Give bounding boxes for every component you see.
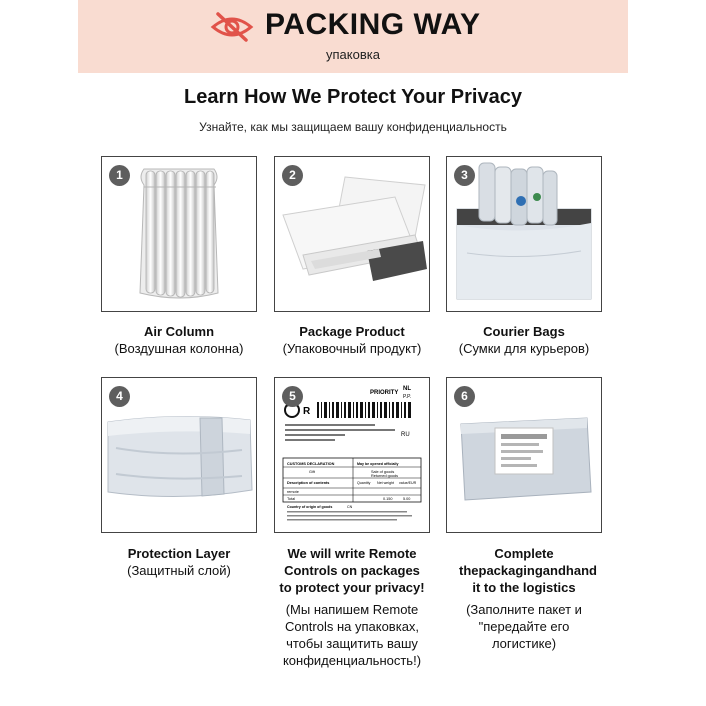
page-title: Learn How We Protect Your Privacy <box>184 86 522 108</box>
step-title-ru: (Сумки для курьеров) <box>458 341 590 356</box>
label-ru: RU <box>401 432 410 438</box>
step-title-ru: (Защитный слой) <box>127 563 231 578</box>
label-gift: Gift <box>309 470 315 474</box>
eye-slash-icon <box>210 10 254 44</box>
step-card-3 <box>446 156 602 312</box>
step-number-badge: 2 <box>282 165 303 186</box>
step-title-ru: (Заполните пакет и "передайте его логистике) <box>466 602 582 651</box>
label-country: Country of origin of goods <box>287 505 333 509</box>
step-card-6 <box>446 377 602 533</box>
label-description: Description of contents <box>287 481 330 485</box>
brand-subtitle: упаковка <box>326 47 380 62</box>
page-subtitle: Узнайте, как мы защищаем вашу конфиденциальность <box>199 120 507 134</box>
label-total: Total <box>287 497 296 501</box>
step-card-1 <box>101 156 257 312</box>
label-country-val: CN <box>347 505 353 509</box>
step-caption-3 <box>429 323 619 357</box>
step-caption-1 <box>84 323 274 357</box>
step-title: Courier Bags <box>483 324 565 339</box>
step-caption-2 <box>257 323 447 357</box>
label-nl: NL <box>403 386 411 392</box>
step-caption-6 <box>429 545 619 652</box>
step-card-4 <box>101 377 257 533</box>
step-number-badge: 1 <box>109 165 130 186</box>
label-r: R <box>303 406 311 417</box>
step-title: Complete thepackagingandhand it to the logistics <box>459 546 597 595</box>
label-opened: May be opened officially <box>357 462 399 466</box>
step-card-2 <box>274 156 430 312</box>
label-quantity: Quantity <box>357 481 371 485</box>
step-title-ru: (Мы напишем Remote Controls на упаковках, чтобы защитить вашу конфиденциальность!) <box>282 602 422 668</box>
label-value: value/EUR <box>399 481 417 485</box>
step-title: Protection Layer <box>127 546 231 561</box>
step-caption-4 <box>84 545 274 579</box>
step-title-ru: (Упаковочный продукт) <box>282 341 422 356</box>
step-number-badge: 4 <box>109 386 130 407</box>
step-title-ru: (Воздушная колонна) <box>114 341 244 356</box>
brand-title: PACKING WAY <box>265 8 481 41</box>
step-caption-5 <box>257 545 447 669</box>
label-priority: PRIORITY <box>370 390 399 396</box>
label-sale: Sale of goods <box>371 470 395 474</box>
step-number-badge: 6 <box>454 386 475 407</box>
label-value-val: 5.00 <box>403 497 411 501</box>
step-number-badge: 5 <box>282 386 303 407</box>
step-title: Air Column <box>143 324 215 339</box>
label-net-weight: Net weight <box>377 481 394 485</box>
step-title: We will write Remote Controls on packages to protect your privacy! <box>279 546 425 595</box>
step-title: Package Product <box>299 324 405 339</box>
step-card-5 <box>274 377 430 533</box>
label-weight-val: 0.150 <box>383 497 393 501</box>
label-remote: remote <box>287 490 299 494</box>
label-customs: CUSTOMS DECLARATION <box>287 462 335 466</box>
label-returned: Returned goods <box>371 474 399 478</box>
step-number-badge: 3 <box>454 165 475 186</box>
label-pp: P.P. <box>403 394 412 400</box>
